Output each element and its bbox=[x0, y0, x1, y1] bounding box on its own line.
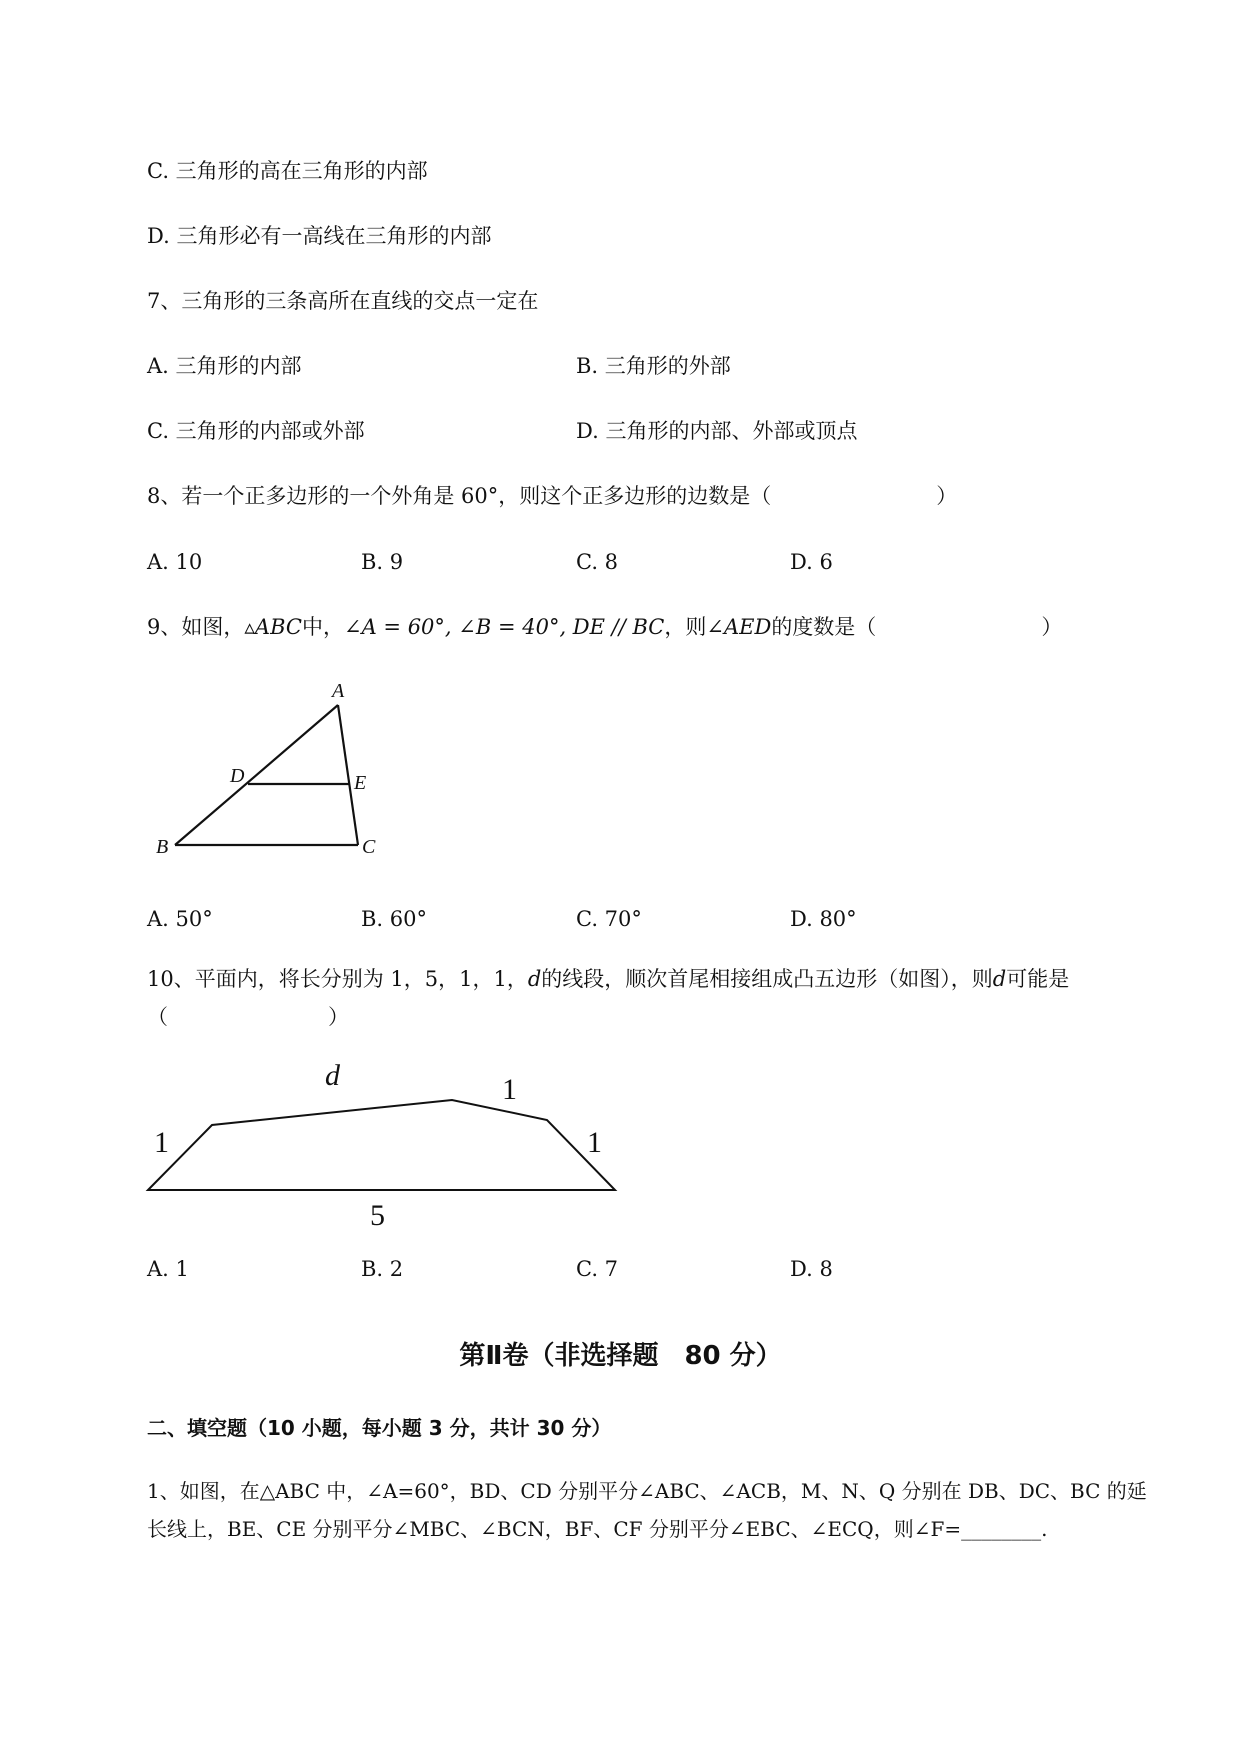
q9-triangle-figure bbox=[150, 675, 390, 875]
q9-end: 的度数是（ bbox=[771, 615, 877, 639]
q10-paren-close: ） bbox=[328, 1005, 349, 1029]
q10-stem-mid: 的线段，顺次首尾相接组成凸五边形（如图），则 bbox=[541, 967, 993, 991]
q9-angle: ∠AED bbox=[706, 615, 772, 639]
q10-label-top-right: 1 bbox=[502, 1073, 517, 1106]
q9-option-a: A. 50° bbox=[147, 907, 213, 931]
q10-pentagon-figure bbox=[130, 1055, 630, 1230]
q9-label-c: C bbox=[362, 836, 376, 858]
q10-option-a: A. 1 bbox=[147, 1257, 189, 1281]
q7-option-c: C. 三角形的内部或外部 bbox=[147, 419, 365, 443]
q9-prefix: 9、如图， bbox=[147, 615, 245, 639]
q10-label-left: 1 bbox=[154, 1126, 169, 1159]
q10-label-bottom: 5 bbox=[370, 1199, 385, 1230]
q10-option-b: B. 2 bbox=[361, 1257, 404, 1281]
q10-label-d: d bbox=[325, 1059, 340, 1092]
q8-paren-close: ） bbox=[936, 484, 958, 508]
q6-option-c: C. 三角形的高在三角形的内部 bbox=[147, 159, 428, 183]
q8-option-c: C. 8 bbox=[576, 550, 619, 574]
q7-stem: 7、三角形的三条高所在直线的交点一定在 bbox=[147, 289, 539, 313]
q9-option-b: B. 60° bbox=[361, 907, 428, 931]
q9-mid: 中， bbox=[301, 615, 344, 639]
q8-option-d: D. 6 bbox=[790, 550, 833, 574]
q10-stem-end: 可能是 bbox=[1006, 967, 1070, 991]
part2-title: 第Ⅱ卷（非选择题 80 分） bbox=[459, 1341, 782, 1371]
q9-stem bbox=[147, 614, 1062, 640]
q9-triangle: ▵ABC bbox=[244, 615, 302, 639]
q8-stem-text: 8、若一个正多边形的一个外角是 60°，则这个正多边形的边数是（ bbox=[147, 484, 772, 508]
q10-paren-open: （ bbox=[147, 1005, 168, 1029]
q6-option-d: D. 三角形必有一高线在三角形的内部 bbox=[147, 224, 492, 248]
q9-option-c: C. 70° bbox=[576, 907, 642, 931]
q10-pentagon bbox=[148, 1100, 615, 1190]
q8-option-a: A. 10 bbox=[147, 550, 203, 574]
q9-option-d: D. 80° bbox=[790, 907, 857, 931]
q9-suffix: ，则 bbox=[664, 615, 707, 639]
q9-paren-close: ） bbox=[1041, 615, 1063, 639]
q10-stem-line1 bbox=[147, 966, 1069, 992]
q7-option-a: A. 三角形的内部 bbox=[147, 354, 302, 378]
q8-option-b: B. 9 bbox=[361, 550, 404, 574]
q10-stem-line2 bbox=[147, 1004, 349, 1030]
q7-option-b: B. 三角形的外部 bbox=[576, 354, 731, 378]
q9-side-ab bbox=[175, 705, 338, 845]
q9-label-b: B bbox=[156, 836, 169, 858]
fill1-line1: 1、如图，在△ABC 中，∠A=60°，BD、CD 分别平分∠ABC、∠ACB，M、N、Q 分别在 DB、DC、BC 的延 bbox=[147, 1479, 1147, 1503]
section-fill-in-heading: 二、填空题（10 小题，每小题 3 分，共计 30 分） bbox=[147, 1416, 612, 1440]
q10-option-d: D. 8 bbox=[790, 1257, 833, 1281]
fill1-line2: 长线上，BE、CE 分别平分∠MBC、∠BCN，BF、CF 分别平分∠EBC、∠ECQ，则∠F=________. bbox=[147, 1517, 1048, 1541]
q10-option-c: C. 7 bbox=[576, 1257, 619, 1281]
q9-math: ∠A = 60°, ∠B = 40°, DE // BC bbox=[343, 615, 665, 639]
q9-label-d: D bbox=[230, 765, 245, 787]
q10-stem-pre: 10、平面内，将长分别为 1，5，1，1， bbox=[147, 967, 528, 991]
q7-option-d: D. 三角形的内部、外部或顶点 bbox=[576, 419, 858, 443]
q9-label-a: A bbox=[332, 680, 345, 702]
q10-var-d: d bbox=[527, 967, 542, 991]
q8-stem bbox=[147, 483, 957, 509]
q9-label-e: E bbox=[354, 772, 367, 794]
q10-label-right: 1 bbox=[587, 1126, 602, 1159]
q10-var-d-2: d bbox=[992, 967, 1007, 991]
